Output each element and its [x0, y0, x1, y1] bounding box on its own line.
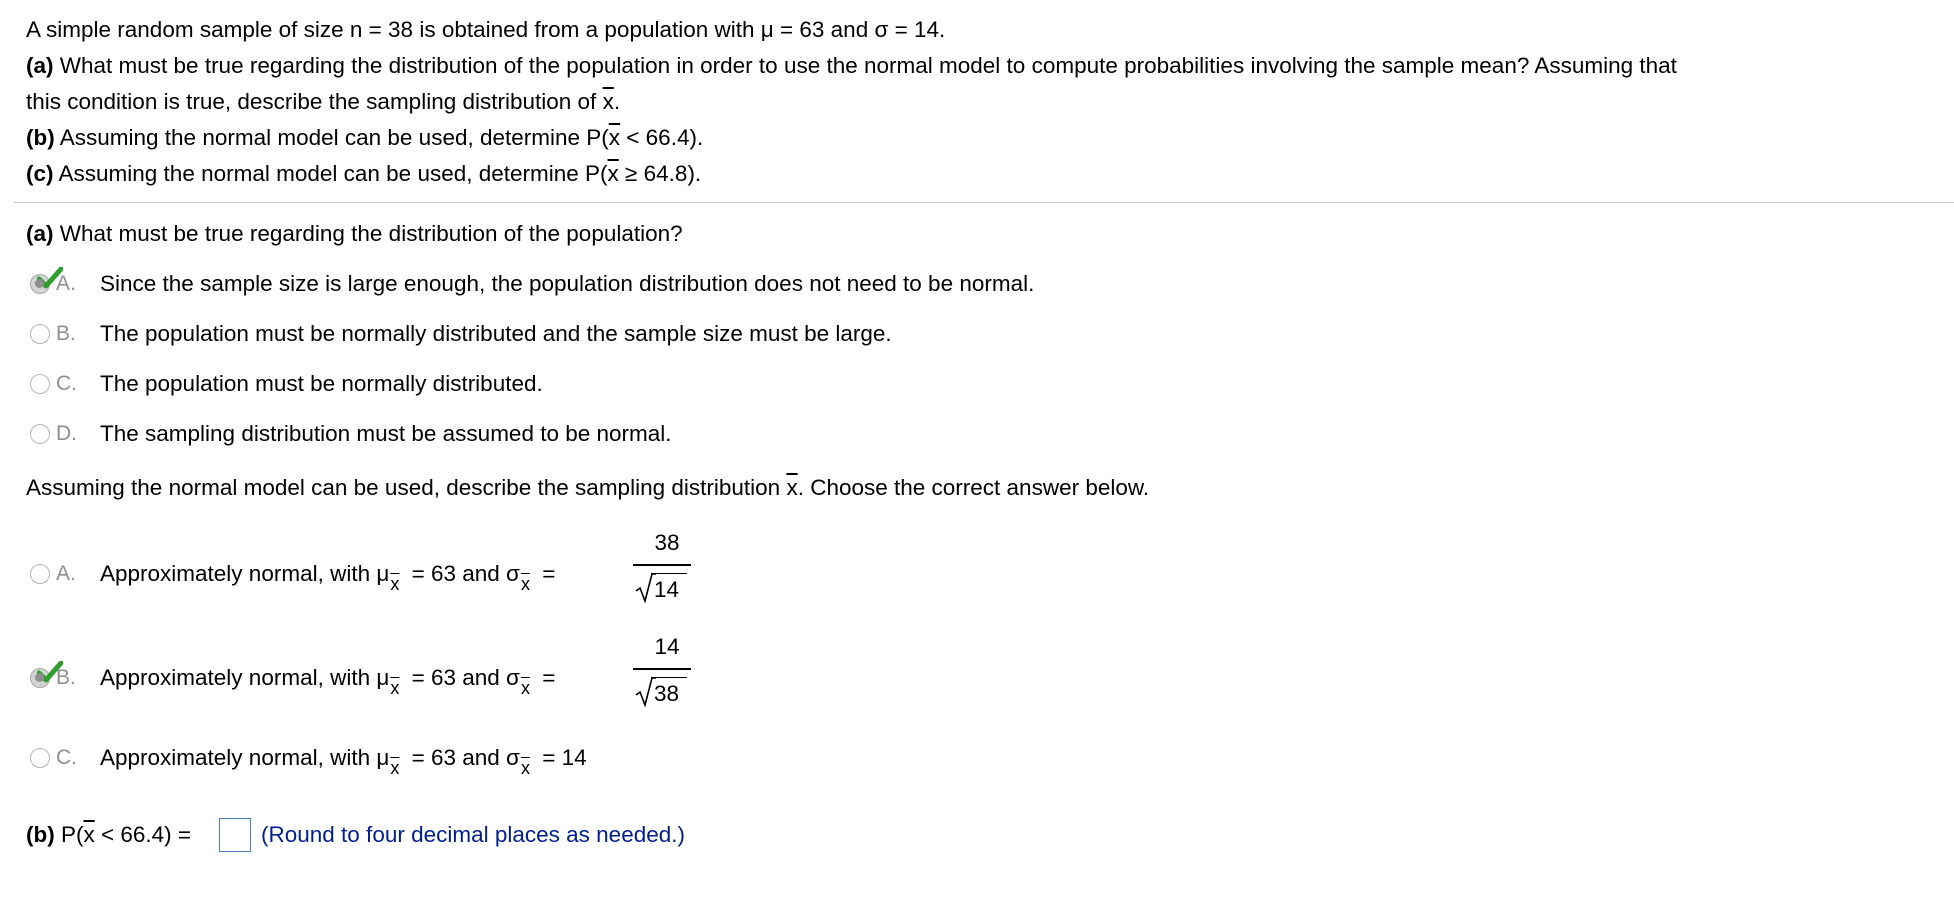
xbar-subscript: x [520, 758, 530, 778]
option-letter: B. [56, 666, 76, 689]
option-text-mid: = 63 and σ [405, 665, 520, 690]
option-text-mid: = 63 and σ [405, 561, 520, 586]
question-line-a [26, 48, 1677, 84]
part-a-question [26, 216, 683, 252]
option-a-population[interactable] [30, 267, 1034, 301]
radio-button[interactable] [30, 564, 50, 584]
radio-button[interactable] [30, 424, 50, 444]
prompt-text: Assuming the normal model can be used, describe the sampling distribution [26, 475, 781, 500]
checkmark-icon [37, 661, 63, 683]
option-text: Since the sample size is large enough, the population distribution does not need to be normal. [100, 271, 1035, 296]
checkmark-icon [37, 267, 63, 289]
question-b-post: < 66.4). [620, 125, 704, 150]
question-a-label: (a) [26, 53, 54, 78]
option-letter: A. [56, 272, 76, 295]
option-text: The sampling distribution must be assumed to be normal. [100, 421, 672, 446]
sqrt-icon [634, 571, 656, 605]
option-c-sampling[interactable] [30, 741, 587, 778]
prompt-post: . Choose the correct answer below. [797, 475, 1150, 500]
option-b-sampling[interactable] [30, 661, 556, 698]
option-letter: B. [56, 322, 76, 345]
question-line-b [26, 120, 703, 156]
xbar-subscript: x [520, 678, 530, 698]
xbar-symbol: $\overline{x}$ [786, 475, 798, 500]
xbar-subscript: x [520, 574, 530, 594]
option-text [100, 745, 587, 778]
radio-button[interactable] [30, 324, 50, 344]
part-b-label: (b) [26, 822, 55, 847]
fraction-numerator: 14 [654, 634, 680, 659]
rounding-hint: (Round to four decimal places as needed.) [261, 822, 685, 847]
option-text-pre: Approximately normal, with μ [100, 745, 390, 770]
equals-value: = 14 [535, 745, 587, 770]
xbar-symbol: $\overline{x}$ [608, 125, 621, 150]
xbar-subscript: x [390, 758, 400, 778]
question-c-post: ≥ 64.8). [618, 161, 702, 186]
question-a-text: What must be true regarding the distribution of the population in order to use the normal model to compute probabilities involving the sample mean? Assuming that [59, 53, 1677, 78]
fraction-bar [633, 564, 691, 566]
sqrt-overline [651, 573, 687, 574]
radio-button[interactable] [30, 374, 50, 394]
radio-button[interactable] [30, 748, 50, 768]
sqrt-overline [651, 677, 687, 678]
fraction-radicand: 14 [654, 577, 680, 602]
question-c-label: (c) [26, 161, 54, 186]
xbar-symbol: $\overline{x}$ [602, 89, 614, 114]
option-d-population[interactable] [30, 417, 672, 451]
option-text-mid: = 63 and σ [405, 745, 520, 770]
option-letter: C. [56, 372, 77, 395]
option-text-pre: Approximately normal, with μ [100, 665, 390, 690]
part-a-label: (a) [26, 221, 54, 246]
sqrt-icon [634, 675, 656, 709]
question-c-text: Assuming the normal model can be used, determine P( [58, 161, 608, 186]
answer-input[interactable] [219, 818, 251, 852]
option-letter: A. [56, 562, 76, 585]
option-text-pre: Approximately normal, with μ [100, 561, 390, 586]
equals-sign: = [535, 561, 556, 586]
question-line-1 [26, 12, 945, 48]
radio-button-selected[interactable] [30, 274, 50, 294]
fraction-numerator: 38 [654, 530, 680, 555]
question-line-c [26, 156, 701, 192]
question-line-a2 [26, 84, 620, 120]
fraction-bar [633, 668, 691, 670]
sampling-distribution-prompt [26, 470, 1149, 506]
part-a-question-text: What must be true regarding the distribution of the population? [59, 221, 683, 246]
equals-sign: = [535, 665, 556, 690]
xbar-subscript: x [390, 574, 400, 594]
option-c-population[interactable] [30, 367, 543, 401]
option-letter: C. [56, 746, 77, 769]
question-intro-text: A simple random sample of size n = 38 is obtained from a population with μ = 63 and σ = 14. [26, 17, 946, 42]
option-a-sampling[interactable] [30, 557, 556, 594]
question-a2-text: this condition is true, describe the sampling distribution of [26, 89, 597, 114]
section-divider [14, 202, 1954, 203]
radio-button-selected[interactable] [30, 668, 50, 688]
question-b-label: (b) [26, 125, 55, 150]
part-b-expr-post: < 66.4) = [94, 822, 192, 847]
part-b-expr-pre: P( [61, 822, 84, 847]
option-text [100, 665, 556, 698]
xbar-symbol: $\overline{x}$ [607, 161, 619, 186]
option-text: The population must be normally distributed and the sample size must be large. [100, 321, 892, 346]
fraction-radicand: 38 [654, 681, 680, 706]
option-b-population[interactable] [30, 317, 892, 351]
option-text: The population must be normally distributed. [100, 371, 543, 396]
xbar-symbol: $\overline{x}$ [83, 822, 95, 847]
question-b-text: Assuming the normal model can be used, determine P( [59, 125, 609, 150]
option-letter: D. [56, 422, 77, 445]
option-text [100, 561, 556, 594]
question-a2-post: . [613, 89, 621, 114]
part-b-expression [26, 818, 191, 852]
xbar-subscript: x [390, 678, 400, 698]
